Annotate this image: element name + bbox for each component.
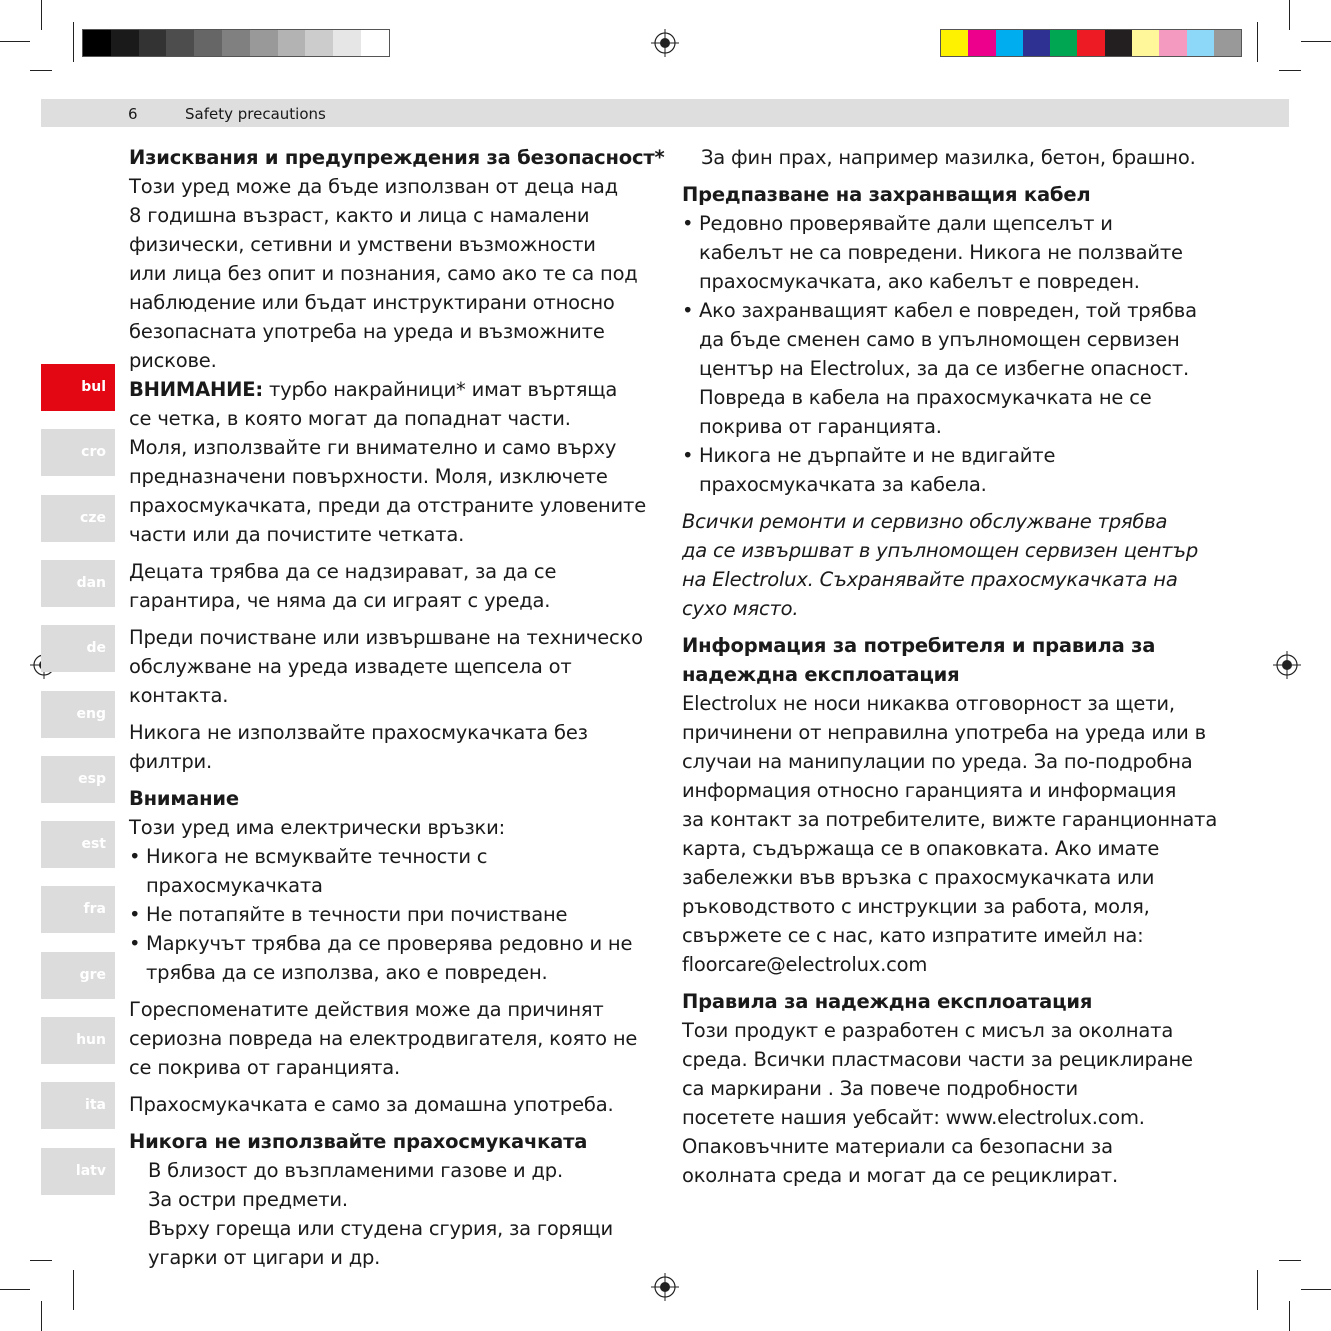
children-supervision-text — [129, 557, 669, 615]
color-swatch — [996, 30, 1023, 56]
bullet-line: • Редовно проверявайте дали щепселът и — [699, 212, 1113, 235]
color-swatch — [1214, 30, 1241, 56]
gray-swatch — [83, 30, 111, 56]
bullet-line: • Не потапяйте в течности при почистване — [146, 903, 568, 926]
language-tab-esp[interactable]: esp — [41, 756, 115, 803]
eco-heading: Правила за надеждна експлоатация — [682, 990, 1093, 1013]
bullet-line: Повреда в кабела на прахосмукачката не се — [699, 386, 1152, 409]
right-column — [682, 143, 1222, 1190]
text-line: или лица без опит и познания, само ако те са под — [129, 262, 638, 285]
bullet-line: център на Electrolux, за да се избегне опасност. — [699, 357, 1189, 380]
language-tab-cro[interactable]: cro — [41, 429, 115, 476]
bullet-item — [129, 929, 669, 987]
text-line: обслужване на уреда извадете щепсела от контакта. — [129, 655, 572, 707]
bullet-item — [682, 441, 1222, 499]
attention-intro: Този уред има електрически връзки: — [129, 816, 505, 839]
text-line: рискове. — [129, 349, 217, 372]
color-swatch — [1187, 30, 1214, 56]
gray-swatch — [166, 30, 194, 56]
text-line: прахосмукачката, преди да отстраните уловените — [129, 494, 646, 517]
warning-paragraph — [129, 375, 669, 404]
language-tab-latv[interactable]: latv — [41, 1148, 115, 1195]
text-line: ръководството с инструкции за работа, моля, — [682, 895, 1150, 918]
language-tab-est[interactable]: est — [41, 821, 115, 868]
text-line: информация относно гаранцията и информация — [682, 779, 1177, 802]
bullet-line: кабелът не са повредени. Никога не ползвайте — [699, 241, 1183, 264]
text-line: безопасната употреба на уреда и възможните — [129, 320, 605, 343]
text-line: В близост до възпламеними газове и др. — [148, 1159, 563, 1182]
unplug-text — [129, 623, 669, 710]
gray-swatch — [278, 30, 306, 56]
text-line: сериозна повреда на електродвигателя, която не — [129, 1027, 638, 1050]
warning-first-line: турбо накрайници* имат въртяща — [262, 378, 618, 401]
bullet-line: • Ако захранващият кабел е повреден, той трябва — [699, 299, 1197, 322]
text-line: Всички ремонти и сервизно обслужване трябва — [682, 510, 1168, 533]
text-line: Информация за потребителя и правила за — [682, 634, 1156, 657]
text-line: да се извършват в упълномощен сервизен център — [682, 539, 1199, 562]
text-line: Върху гореща или студена сгурия, за горящи — [148, 1217, 614, 1240]
gray-swatch — [194, 30, 222, 56]
damage-text — [129, 995, 669, 1082]
text-line: наблюдение или бъдат инструктирани относно — [129, 291, 615, 314]
color-swatch — [1132, 30, 1159, 56]
cable-heading: Предпазване на захранващия кабел — [682, 183, 1091, 206]
bullet-line: да бъде сменен само в упълномощен сервизен — [699, 328, 1180, 351]
color-swatch — [941, 30, 968, 56]
text-line: са маркирани . За повече подробности — [682, 1077, 1078, 1100]
text-line: свържете се с нас, като изпратите имейл на: — [682, 924, 1144, 947]
text-line: Опаковъчните материали са безопасни за — [682, 1135, 1113, 1158]
text-line: на Electrolux. Съхранявайте прахосмукачката на — [682, 568, 1178, 591]
gray-swatch — [305, 30, 333, 56]
gray-swatch — [139, 30, 167, 56]
color-calibration-bar — [940, 29, 1242, 57]
bullet-line: покрива от гаранцията. — [699, 415, 942, 438]
language-tab-ita[interactable]: ita — [41, 1082, 115, 1129]
bullet-item — [682, 209, 1222, 296]
text-line: сухо място. — [682, 597, 799, 620]
language-tab-de[interactable]: de — [41, 625, 115, 672]
bullet-line: • Никога не дърпайте и не вдигайте — [699, 444, 1056, 467]
safety-requirements-text — [129, 172, 669, 375]
text-line: угарки от цигари и др. — [148, 1246, 381, 1269]
attention-list — [129, 842, 669, 987]
color-swatch — [968, 30, 995, 56]
language-tab-eng[interactable]: eng — [41, 691, 115, 738]
warning-label: ВНИМАНИЕ: — [129, 378, 263, 401]
color-swatch — [1105, 30, 1132, 56]
color-swatch — [1050, 30, 1077, 56]
text-line: Преди почистване или извършване на техническо — [129, 626, 643, 649]
text-line: среда. Всички пластмасови части за рециклиране — [682, 1048, 1193, 1071]
text-line: предназначени повърхности. Моля, изключете — [129, 465, 608, 488]
text-line: Този продукт е разработен с мисъл за околната — [682, 1019, 1174, 1042]
gray-swatch — [222, 30, 250, 56]
gray-swatch — [361, 30, 389, 56]
user-info-heading — [682, 631, 1222, 689]
bullet-line: трябва да се използва, ако е повреден. — [146, 961, 548, 984]
text-line: причинени от неправилна употреба на уреда или в — [682, 721, 1206, 744]
attention-heading: Внимание — [129, 787, 239, 810]
text-line: посетете нашия уебсайт: www.electrolux.com. — [682, 1106, 1145, 1129]
household-use-text: Прахосмукачката е само за домашна употреба. — [129, 1093, 614, 1116]
text-line: се покрива от гаранцията. — [129, 1056, 401, 1079]
gray-swatch — [111, 30, 139, 56]
page-number: 6 — [128, 105, 138, 123]
language-tab-gre[interactable]: gre — [41, 952, 115, 999]
text-line: се четка, в която могат да попаднат части. — [129, 407, 571, 430]
text-line: Децата трябва да се надзирават, за да се — [129, 560, 557, 583]
no-filter-text: Никога не използвайте прахосмукачката без филтри. — [129, 721, 588, 773]
registration-mark-icon — [651, 29, 679, 57]
language-tab-dan[interactable]: dan — [41, 560, 115, 607]
section-title: Safety precautions — [185, 105, 326, 123]
never-use-heading: Никога не използвайте прахосмукачката — [129, 1130, 588, 1153]
text-line: за контакт за потребителите, вижте гаранционната — [682, 808, 1218, 831]
never-use-list — [129, 1156, 669, 1272]
text-line: Този уред може да бъде използван от деца над — [129, 175, 618, 198]
gray-swatch — [250, 30, 278, 56]
text-line: 8 годишна възраст, както и лица с намалени — [129, 204, 590, 227]
left-column — [129, 143, 669, 1272]
text-line: карта, съдържаща се в опаковката. Ако имате — [682, 837, 1160, 860]
text-line: Моля, използвайте ги внимателно и само върху — [129, 436, 617, 459]
bullet-line: прахосмукачката — [146, 874, 323, 897]
text-line: физически, сетивни и умствени възможности — [129, 233, 596, 256]
registration-mark-icon — [1273, 651, 1301, 679]
grayscale-calibration-bar — [82, 29, 390, 57]
bullet-line: прахосмукачката, ако кабелът е повреден. — [699, 270, 1140, 293]
text-line: Гореспоменатите действия може да причинят — [129, 998, 604, 1021]
text-line: надеждна експлоатация — [682, 663, 960, 686]
text-line: За остри предмети. — [148, 1188, 348, 1211]
warning-text — [129, 404, 669, 549]
language-tab-hun[interactable]: hun — [41, 1017, 115, 1064]
safety-requirements-heading: Изисквания и предупреждения за безопасност* — [129, 146, 665, 169]
color-swatch — [1077, 30, 1104, 56]
bullet-item — [129, 842, 669, 900]
color-swatch — [1159, 30, 1186, 56]
language-tab-fra[interactable]: fra — [41, 886, 115, 933]
bullet-item — [129, 900, 669, 929]
user-info-text — [682, 689, 1222, 979]
text-line: части или да почистите четката. — [129, 523, 465, 546]
text-line: околната среда и могат да се рециклират. — [682, 1164, 1118, 1187]
cable-list — [682, 209, 1222, 499]
fine-dust-text: За фин прах, например мазилка, бетон, брашно. — [701, 146, 1196, 169]
bullet-line: • Никога не всмуквайте течности с — [146, 845, 488, 868]
text-line: Electrolux не носи никаква отговорност за щети, — [682, 692, 1175, 715]
text-line: floorcare@electrolux.com — [682, 953, 928, 976]
bullet-item — [682, 296, 1222, 441]
text-line: случаи на манипулации по уреда. За по-подробна — [682, 750, 1193, 773]
language-tab-bul[interactable]: bul — [41, 364, 115, 411]
bullet-line: прахосмукачката за кабела. — [699, 473, 987, 496]
registration-mark-icon — [651, 1273, 679, 1301]
repairs-italic-note — [682, 507, 1222, 623]
language-tab-cze[interactable]: cze — [41, 495, 115, 542]
bullet-line: • Маркучът трябва да се проверява редовно и не — [146, 932, 633, 955]
text-line: забележки във връзка с прахосмукачката или — [682, 866, 1155, 889]
text-line: гарантира, че няма да си играят с уреда. — [129, 589, 551, 612]
eco-text — [682, 1016, 1222, 1190]
gray-swatch — [333, 30, 361, 56]
color-swatch — [1023, 30, 1050, 56]
